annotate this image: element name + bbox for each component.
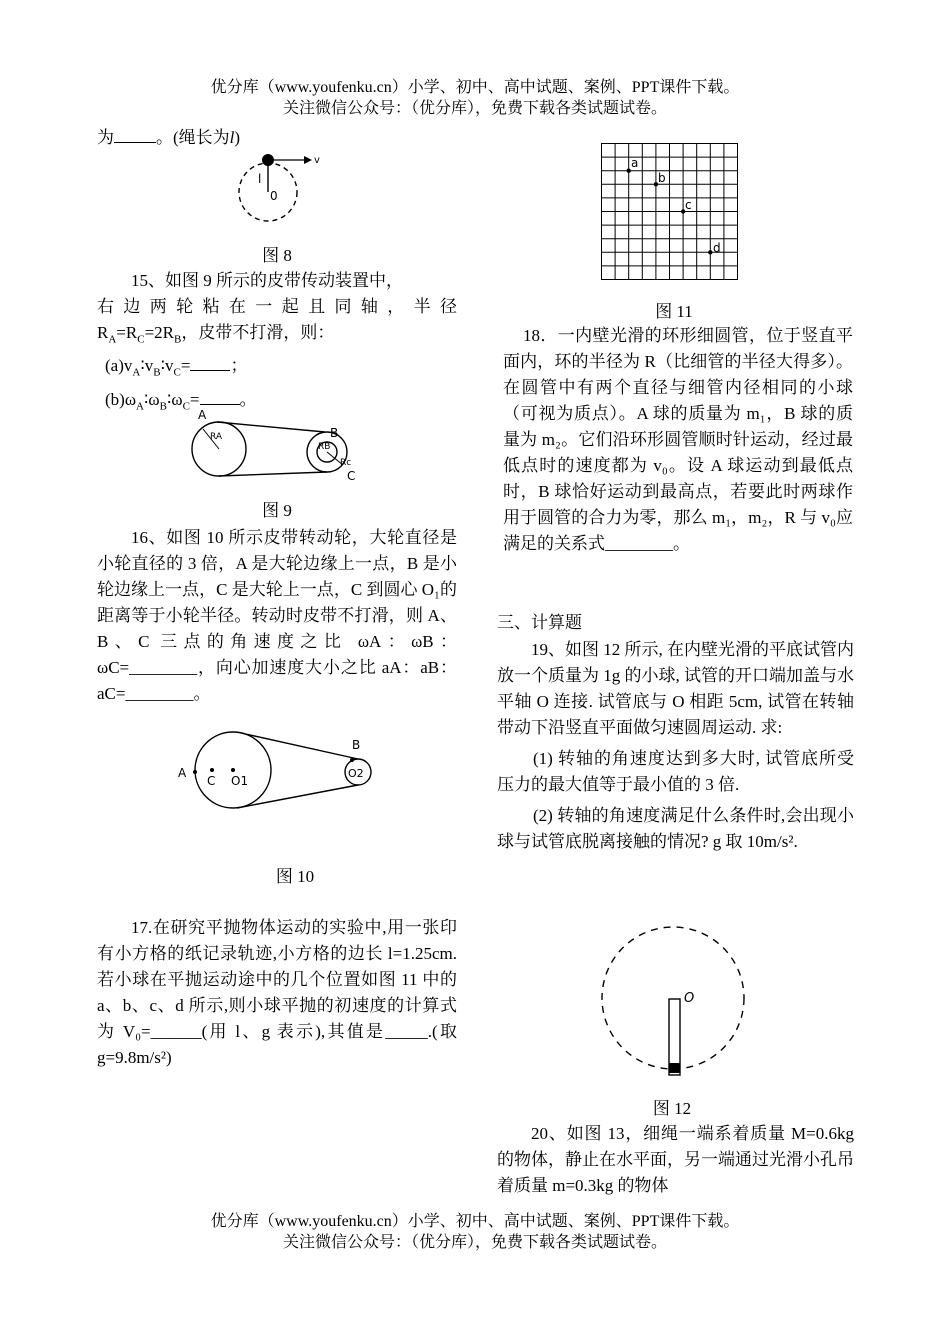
fig8-label-o: 0: [270, 189, 278, 203]
q15: [97, 268, 457, 419]
fig9-label-ra: RA: [210, 432, 223, 442]
fig8-label-l: l: [258, 172, 262, 186]
q19-part-2: (2) 转轴的角速度满足什么条件时,会出现小球与试管底脱离接触的情况? g 取 10m/s².: [497, 806, 854, 851]
q14-tail-text-a: 为: [97, 128, 114, 147]
fig9-label-c: C: [347, 469, 356, 483]
fig12-label-o: O: [684, 991, 695, 1006]
q15-line2: 右边两轮粘在一起且同轴，半径: [97, 297, 457, 316]
fig9-belt-top: [217, 422, 325, 432]
q15-line1: 15、如图 9 所示的皮带传动装置中，: [131, 271, 403, 290]
fig11-caption: 图 11: [655, 302, 693, 321]
q15-line3: $R_A=R_C=2R_B$，皮带不打滑，则：: [97, 323, 335, 346]
fig10-label-o2: O2: [348, 767, 364, 780]
fig11-grid: [601, 143, 738, 280]
q17-text: 17.在研究平抛物体运动的实验中,用一张印有小方格的纸记录轨迹,小方格的边长 l=1.25cm.若小球在平抛运动途中的几个位置如图 11 中的 a、b、c、d 所示,则小球平抛的初速度的计算式为 V₀=______(用 l、g 表示),其值是_____.(取 g=9.8m/s²): [97, 918, 457, 1067]
q14-tail-text-b: 。(绳长为: [156, 128, 230, 147]
q20: [497, 1121, 854, 1199]
q15-part-a: $(a)v_A∶v_B∶v_C=$ ；: [97, 352, 457, 385]
fig9-caption: 图 9: [262, 501, 292, 520]
fig8-label-v: v: [314, 155, 320, 166]
q14-tail-l: l: [229, 128, 235, 147]
q16: [97, 525, 457, 707]
fig9-label-rc: Rc: [340, 458, 352, 468]
fig9-belt-bottom: [219, 472, 327, 476]
fig10-point-b: [350, 758, 354, 762]
figure-12: [598, 925, 748, 1075]
q19-text: 19、如图 12 所示, 在内壁光滑的平底试管内放一个质量为 1g 的小球, 试管的开口端加盖与水平轴 O 连接. 试管底与 O 相距 5cm, 试管在转轴带动下沿竖直平面做匀速圆周运动. 求:: [497, 640, 854, 737]
fig12-orbit-circle: [602, 927, 744, 1069]
fig12-caption: 图 12: [652, 1099, 692, 1118]
fig10-label-o1: O1: [231, 774, 249, 788]
fig10-point-a: [193, 770, 197, 774]
q18-text: 18．一内壁光滑的环形细圆管，位于竖直平面内，环的半径为 R（比细管的半径大得多）。在圆管中有两个直径与细管内径相同的小球（可视为质点）。A 球的质量为 m₁，B 球的质量为 m₂。它们沿环形圆管顺时针运动，经过最低点时的速度都为 v₀。设 A 球运动到最低点时，B 球恰好运动到最高点，若要此时两球作用于圆管的合力为零，那么 m₁，m₂，R 与 v₀应满足的关系式________。: [503, 326, 853, 553]
fig10-label-c: C: [207, 774, 216, 788]
answer-blank: [114, 124, 156, 143]
fig11-label-a: a: [631, 156, 639, 170]
q14-tail-text-c: ): [234, 128, 241, 147]
fig10-belt-bottom: [237, 785, 358, 808]
q14-tail: [97, 124, 457, 151]
figure-9: [190, 405, 365, 485]
fig10-point-c: [210, 768, 214, 772]
figure-8: [230, 150, 330, 235]
fig9-label-a: A: [198, 408, 207, 422]
fig8-caption: 图 8: [262, 246, 292, 265]
page-footer-line1: 优分库（www.youfenku.cn）小学、初中、高中试题、案例、PPT课件下载。: [210, 1213, 740, 1230]
fig10-point-o1: [231, 768, 235, 772]
figure-10: [175, 725, 390, 815]
fig9-label-rb: RB: [318, 442, 331, 452]
q18: [503, 323, 853, 557]
fig10-label-b: B: [352, 738, 361, 752]
figure-11: [601, 143, 739, 281]
fig10-belt-top: [241, 733, 361, 759]
q16-text: 16、如图 10 所示皮带转动轮，大轮直径是小轮直径的 3 倍，A 是大轮边缘上一点，B 是小轮边缘上一点，C 是大轮上一点，C 到圆心 O₁的距离等于小轮半径。转动时皮带不打滑，则 A、B、C 三点的角速度之比 ωA：ωB：ωC=________，向心加速度大小之比 aA：aB：aC=________。: [97, 528, 457, 703]
fig10-label-a: A: [178, 766, 187, 780]
fig8-ball: [262, 154, 274, 166]
q17: [97, 915, 457, 1071]
section-3-heading: 三、计算题: [497, 613, 582, 632]
q15-part-b: $(b)\omega_A∶\omega_B∶\omega_C=$ 。: [97, 386, 457, 419]
fig11-label-c: c: [685, 198, 692, 212]
q19-part-1: (1) 转轴的角速度达到多大时, 试管底所受压力的最大值等于最小值的 3 倍.: [497, 749, 854, 794]
fig10-caption: 图 10: [275, 867, 315, 886]
fig12-ball: [669, 1063, 680, 1073]
q20-text: 20、如图 13，细绳一端系着质量 M=0.6kg 的物体，静止在水平面，另一端通过光滑小孔吊着质量 m=0.3kg 的物体: [497, 1124, 854, 1195]
fig11-label-b: b: [658, 171, 666, 185]
page-header-line2: 关注微信公众号：（优分库），免费下载各类试题试卷。: [282, 100, 667, 117]
fig11-label-d: d: [713, 241, 721, 255]
fig11-point-d: [708, 250, 712, 254]
page-footer-line2: 关注微信公众号：（优分库），免费下载各类试题试卷。: [282, 1234, 667, 1251]
page-header-line1: 优分库（www.youfenku.cn）小学、初中、高中试题、案例、PPT课件下载。: [210, 79, 740, 96]
fig8-arrowhead: [304, 156, 312, 164]
q19: [497, 637, 854, 855]
fig9-label-b: B: [330, 426, 339, 440]
